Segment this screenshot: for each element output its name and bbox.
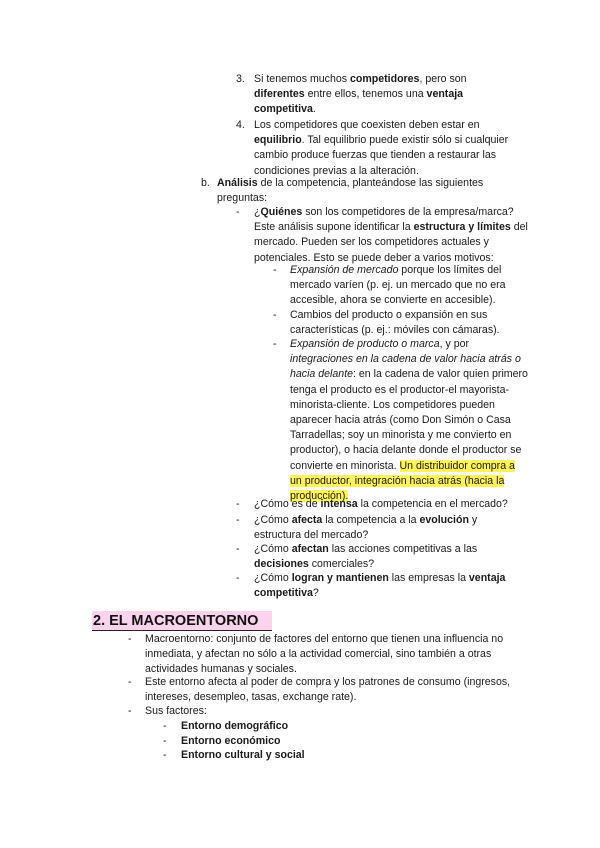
dash-bullet: - [128, 676, 132, 688]
list-item-b: Análisis de la competencia, planteándose las siguientes preguntas: [217, 177, 484, 205]
question-advantage: ¿Cómo logran y mantienen las empresas la ventaja competitiva? [254, 572, 506, 600]
bullet-factors: Sus factores: [145, 705, 207, 717]
bullet-purchasing-power: Este entorno afecta al poder de compra y los patrones de consumo (ingresos, intereses, desempleo, tasas, exchange rate). [145, 676, 511, 704]
dash-bullet: - [236, 572, 240, 584]
factor-cultural-social: Entorno cultural y social [181, 749, 305, 761]
list-letter-b: b. [201, 177, 210, 189]
dash-bullet: - [236, 543, 240, 555]
factor-economico: Entorno económico [181, 735, 281, 747]
dash-bullet: - [236, 498, 240, 510]
reason-value-chain: Expansión de producto o marca, y por integraciones en la cadena de valor hacia atrás o hacia delante: en la cadena de valor quien primero tenga el producto es el productor-el mayorista-minorista-cliente. Los competidores pueden aparecer hacia atrás (como Don Simón o Casa Tarradellas; soy un minorista y me convierto en productor), o hacia delante donde el productor se convierte en minorista. Un distribuidor compra a un productor, integración hacia atrás (hacia la producción). [290, 338, 528, 503]
highlighted-note: Un distribuidor compra a un productor, integración hacia atrás (hacia la producción). [290, 459, 515, 503]
question-decisions: ¿Cómo afectan las acciones competitivas a las decisiones comerciales? [254, 543, 478, 571]
sub-dash-bullet: - [163, 749, 167, 761]
dash-bullet: - [236, 206, 240, 218]
reason-market-expansion: Expansión de mercado porque los límites del mercado varíen (p. ej. un mercado que no era accesible, ahora se convierte en accesible). [290, 264, 506, 307]
question-evolution: ¿Cómo afecta la competencia a la evolución y estructura del mercado? [254, 514, 478, 542]
list-number-3: 3. [236, 73, 245, 85]
question-intensity: ¿Cómo es de intensa la competencia en el mercado? [254, 498, 508, 510]
list-number-4: 4. [236, 119, 245, 131]
definition-macroentorno: Macroentorno: conjunto de factores del entorno que tienen una influencia no inmediata, y afectan no sólo a la actividad comercial, sino también a otras actividades humanas y sociales. [145, 633, 504, 676]
question-who: ¿Quiénes son los competidores de la empresa/marca? Este análisis supone identificar la estructura y límites del mercado. Pueden ser los competidores actuales y potenciales. Esto se puede deber a varios motivos: [254, 206, 528, 264]
dash-bullet: - [128, 705, 132, 717]
section-heading-macroentorno: 2. EL MACROENTORNO [92, 611, 272, 631]
heading-underline [92, 630, 272, 631]
sub-dash-bullet: - [163, 720, 167, 732]
dash-bullet: - [128, 633, 132, 645]
sub-dash-bullet: - [273, 338, 277, 350]
sub-dash-bullet: - [273, 264, 277, 276]
sub-dash-bullet: - [273, 309, 277, 321]
list-item-4: Los competidores que coexisten deben estar en equilibrio. Tal equilibrio puede existir sólo si cualquier cambio produce fuerzas que tienden a restaurar las condiciones previas a la alteración. [254, 119, 509, 177]
sub-dash-bullet: - [163, 735, 167, 747]
list-item-3: Si tenemos muchos competidores, pero son diferentes entre ellos, tenemos una ventaja competitiva. [254, 73, 467, 116]
dash-bullet: - [236, 514, 240, 526]
reason-product-change: Cambios del producto o expansión en sus características (p. ej.: móviles con cámaras). [290, 309, 500, 337]
factor-demografico: Entorno demográfico [181, 720, 289, 732]
